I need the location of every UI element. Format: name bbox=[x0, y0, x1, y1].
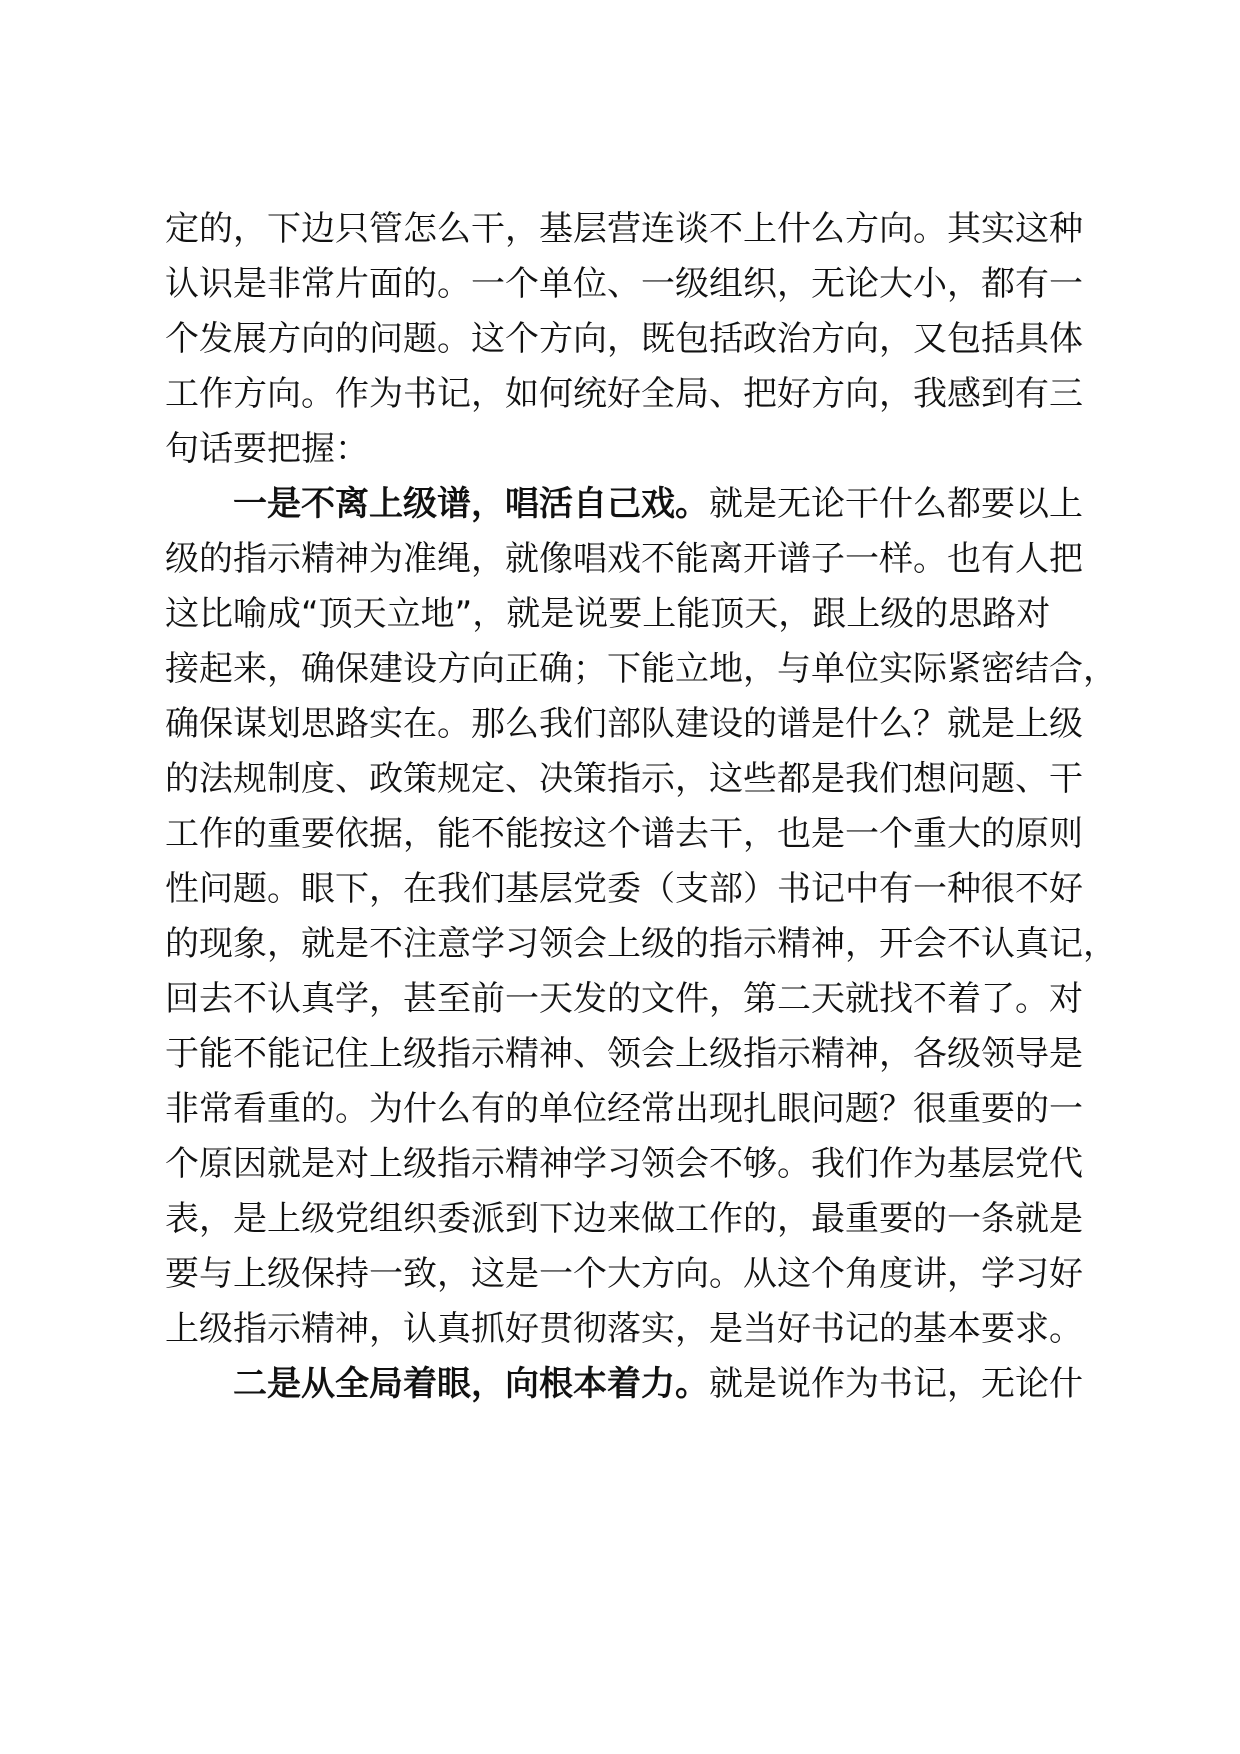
text-line: 的法规制度、政策规定、决策指示，这些都是我们想问题、干 bbox=[165, 759, 1083, 799]
text-line: 句话要把握： bbox=[165, 429, 369, 469]
paragraph-heading-2: 二是从全局着眼，向根本着力。 bbox=[233, 1364, 709, 1404]
text-line: 定的，下边只管怎么干，基层营连谈不上什么方向。其实这种 bbox=[165, 209, 1083, 249]
text-line: 回去不认真学，甚至前一天发的文件，第二天就找不着了。对 bbox=[165, 979, 1083, 1019]
text-line: 于能不能记住上级指示精神、领会上级指示精神，各级领导是 bbox=[165, 1034, 1083, 1074]
text-line: 工作方向。作为书记，如何统好全局、把好方向，我感到有三 bbox=[165, 374, 1083, 414]
paragraph-first-line bbox=[233, 474, 1125, 534]
text-line: 要与上级保持一致，这是一个大方向。从这个角度讲，学习好 bbox=[165, 1254, 1083, 1294]
text-line: 非常看重的。为什么有的单位经常出现扎眼问题？很重要的一 bbox=[165, 1089, 1083, 1129]
text-line: 个发展方向的问题。这个方向，既包括政治方向，又包括具体 bbox=[165, 319, 1083, 359]
text-line: 上级指示精神，认真抓好贯彻落实，是当好书记的基本要求。 bbox=[165, 1309, 1083, 1349]
paragraph-text: 就是无论干什么都要以上 bbox=[709, 484, 1083, 524]
text-line: 工作的重要依据，能不能按这个谱去干，也是一个重大的原则 bbox=[165, 814, 1083, 854]
paragraph-first-line bbox=[233, 1354, 1125, 1414]
text-line: 的现象，就是不注意学习领会上级的指示精神，开会不认真记， bbox=[165, 924, 1117, 964]
text-line: 认识是非常片面的。一个单位、一级组织，无论大小，都有一 bbox=[165, 264, 1083, 304]
paragraph-heading-1: 一是不离上级谱，唱活自己戏。 bbox=[233, 484, 709, 524]
text-line: 这比喻成“顶天立地”，就是说要上能顶天，跟上级的思路对 bbox=[165, 594, 1051, 634]
text-line: 表，是上级党组织委派到下边来做工作的，最重要的一条就是 bbox=[165, 1199, 1083, 1239]
text-line: 级的指示精神为准绳，就像唱戏不能离开谱子一样。也有人把 bbox=[165, 539, 1083, 579]
text-line: 接起来，确保建设方向正确；下能立地，与单位实际紧密结合， bbox=[165, 649, 1117, 689]
text-line: 性问题。眼下，在我们基层党委（支部）书记中有一种很不好 bbox=[165, 869, 1083, 909]
paragraph-text: 就是说作为书记，无论什 bbox=[709, 1364, 1083, 1404]
text-line: 确保谋划思路实在。那么我们部队建设的谱是什么？就是上级 bbox=[165, 704, 1083, 744]
text-line: 个原因就是对上级指示精神学习领会不够。我们作为基层党代 bbox=[165, 1144, 1083, 1184]
